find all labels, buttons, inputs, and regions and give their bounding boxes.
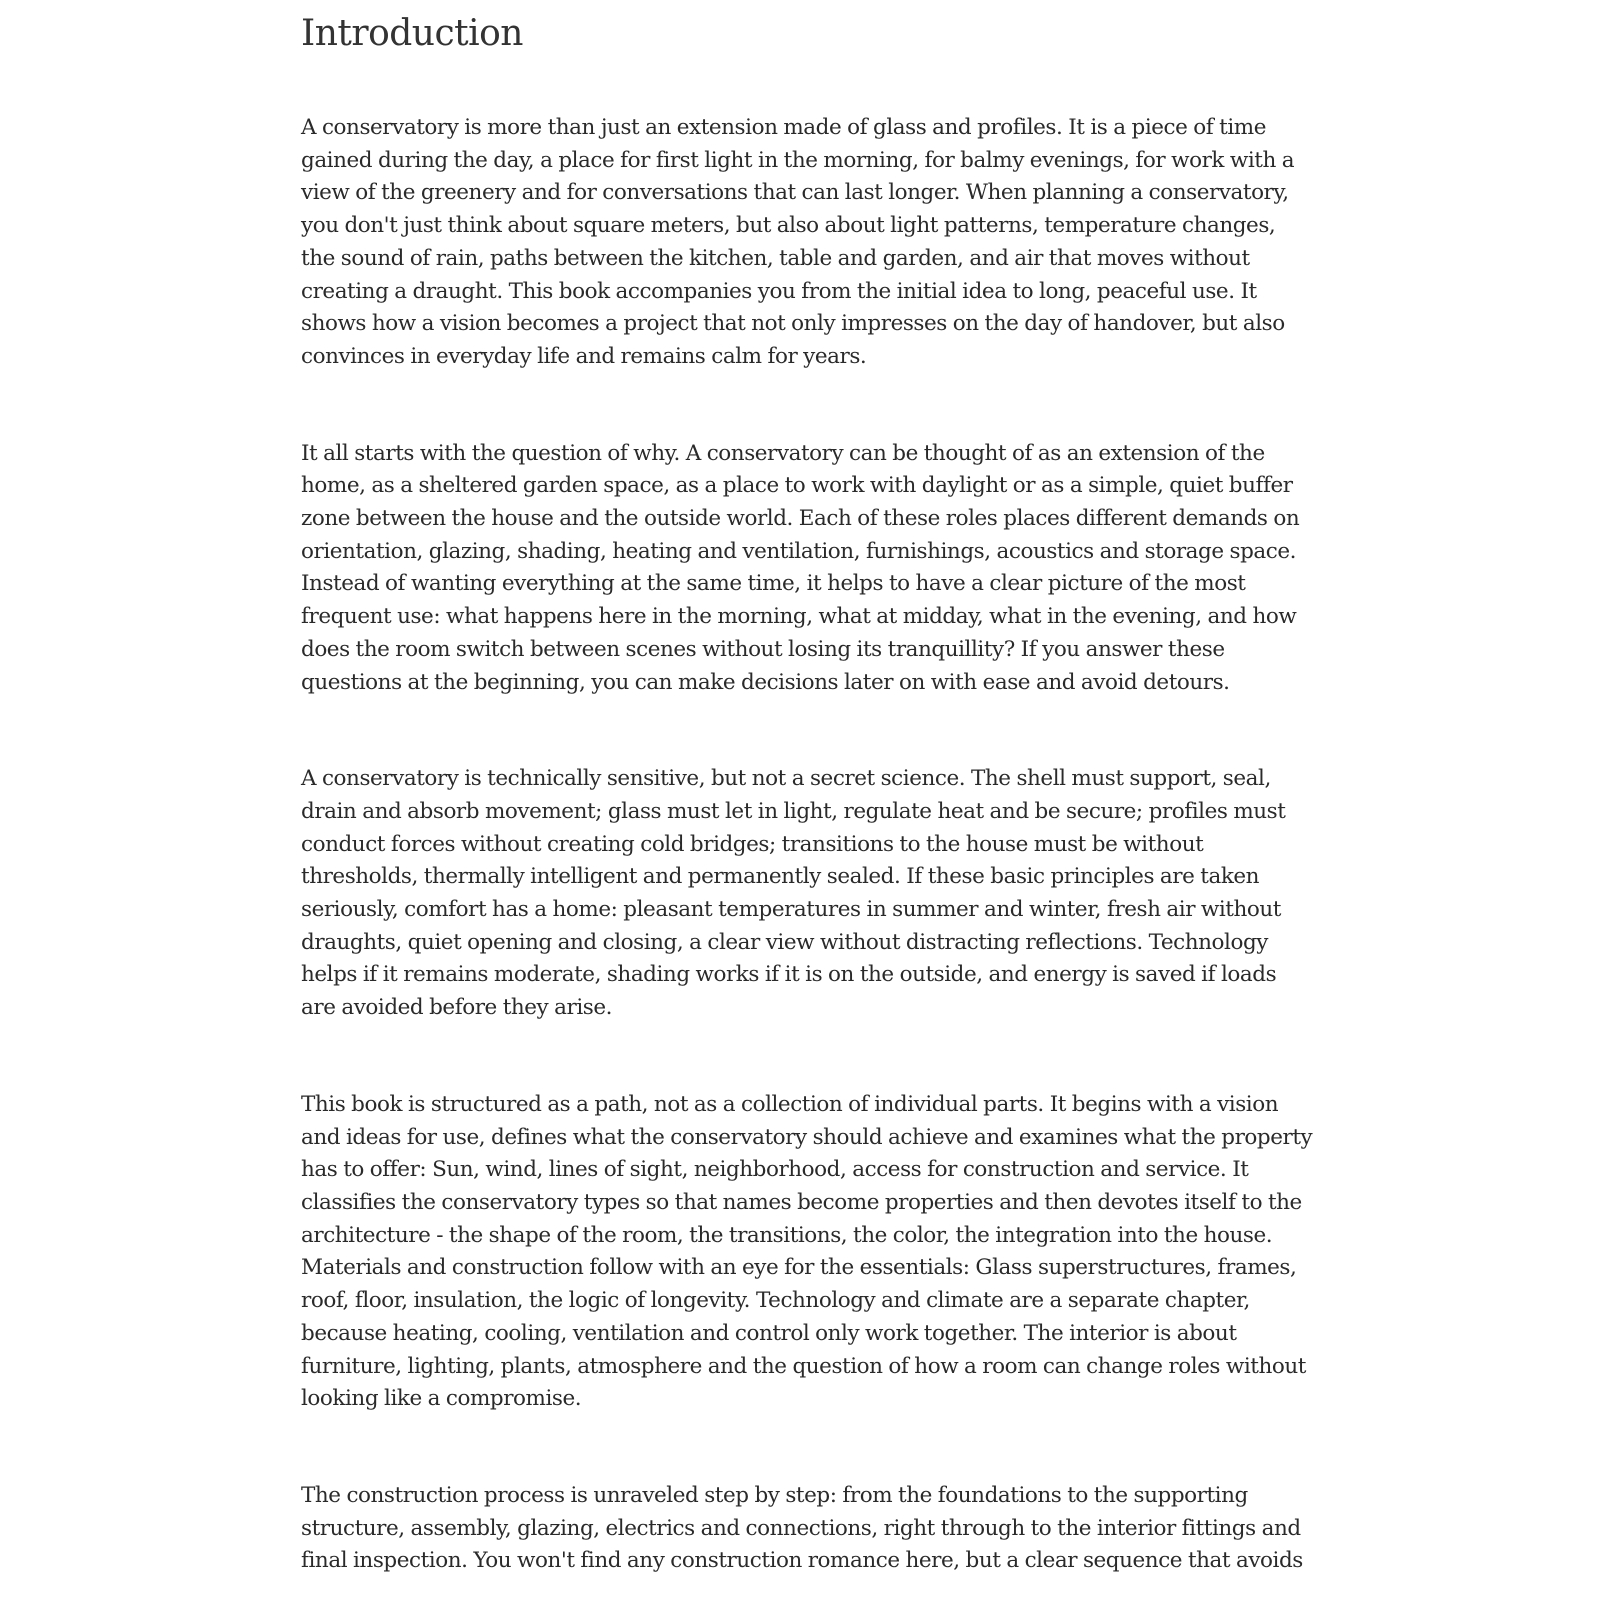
paragraph-3: A conservatory is technically sensitive, but not a secret science. The shell must support, seal, drain and absorb movement; glass must let in light, regulate heat and be secure; profiles must conduct forces without creating cold bridges; transitions to the house must be without thresholds, thermally intelligent and permanently sealed. If these basic principles are taken seriously, comfort has a home: pleasant temperatures in summer and winter, fresh air without draughts, quiet opening and closing, a clear view without distracting reflections. Technology helps if it remains moderate, shading works if it is on the outside, and energy is saved if loads are avoided before they arise. [301, 766, 1286, 1021]
page-title: Introduction [301, 13, 523, 54]
paragraph-1: A conservatory is more than just an extension made of glass and profiles. It is a piece of time gained during the day, a place for first light in the morning, for balmy evenings, for work with a view of the greenery and for conversations that can last longer. When planning a conservatory, you don't just think about square meters, but also about light patterns, temperature changes, the sound of rain, paths between the kitchen, table and garden, and air that moves without creating a draught. This book accompanies you from the initial idea to long, peaceful use. It shows how a vision becomes a project that not only impresses on the day of handover, but also convinces in everyday life and remains calm for years. [301, 115, 1295, 369]
paragraph-5: The construction process is unraveled step by step: from the foundations to the supporting structure, assembly, glazing, electrics and connections, right through to the interior fittings and final inspection. You won't find any construction romance here, but a clear sequence that avoids [301, 1482, 1303, 1574]
paragraph-4: This book is structured as a path, not as a collection of individual parts. It begins with a vision and ideas for use, defines what the conservatory should achieve and examines what the property has to offer: Sun, wind, lines of sight, neighborhood, access for construction and service. It classifies the conservatory types so that names become properties and then devotes itself to the architecture - the shape of the room, the transitions, the color, the integration into the house. Materials and construction follow with an eye for the essentials: Glass superstructures, frames, roof, floor, insulation, the logic of longevity. Technology and climate are a separate chapter, because heating, cooling, ventilation and control only work together. The interior is about furniture, lighting, plants, atmosphere and the question of how a room can change roles without looking like a compromise. [301, 1091, 1313, 1412]
paragraph-2: It all starts with the question of why. A conservatory can be thought of as an extension of the home, as a sheltered garden space, as a place to work with daylight or as a simple, quiet buffer zone between the house and the outside world. Each of these roles places different demands on orientation, glazing, shading, heating and ventilation, furnishings, acoustics and storage space. Instead of wanting everything at the same time, it helps to have a clear picture of the most frequent use: what happens here in the morning, what at midday, what in the evening, and how does the room switch between scenes without losing its tranquillity? If you answer these questions at the beginning, you can make decisions later on with ease and avoid detours. [301, 440, 1300, 695]
document-body [301, 8, 1313, 1600]
